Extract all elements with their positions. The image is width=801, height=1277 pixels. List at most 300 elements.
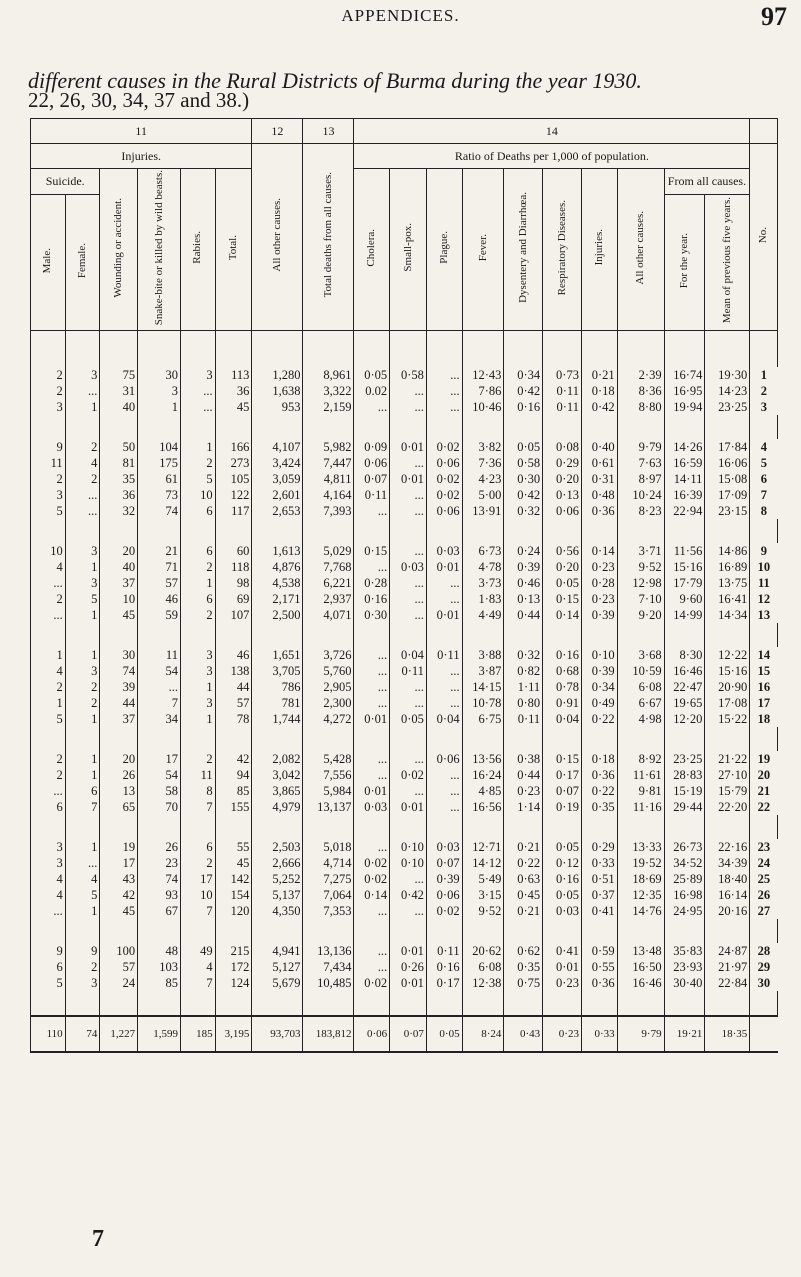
table-cell: 4,979 (252, 799, 303, 815)
table-cell: 0·28 (354, 575, 390, 591)
table-cell: 10 (100, 591, 138, 607)
table-cell: 9·52 (462, 903, 504, 919)
table-cell: 17 (100, 855, 138, 871)
table-cell: 3,726 (303, 647, 354, 663)
row-number: 20 (750, 767, 778, 783)
table-row (31, 943, 778, 959)
table-cell: 45 (100, 903, 138, 919)
group-spacer (31, 519, 778, 543)
ratio-group-header: Ratio of Deaths per 1,000 of population. (354, 144, 750, 169)
table-cell: 25·89 (664, 871, 705, 887)
table-cell: 13·48 (617, 943, 664, 959)
table-cell: 11 (31, 455, 66, 471)
table-cell: 58 (138, 783, 181, 799)
table-cell: 0·01 (390, 471, 427, 487)
table-cell: 20 (100, 751, 138, 767)
table-cell: 6 (180, 543, 215, 559)
table-cell: 0·05 (504, 439, 543, 455)
table-cell: 42 (215, 751, 252, 767)
table-cell: 0·10 (390, 855, 427, 871)
table-cell: 0·30 (504, 471, 543, 487)
table-cell: 0·16 (504, 399, 543, 415)
table-cell: 9 (65, 943, 100, 959)
table-cell: ... (426, 591, 462, 607)
table-cell: 0·45 (504, 887, 543, 903)
table-cell: ... (31, 903, 66, 919)
table-cell: 46 (138, 591, 181, 607)
table-cell: 0·01 (390, 799, 427, 815)
table-cell: 0·06 (543, 503, 582, 519)
col-number-blank (750, 119, 778, 144)
table-cell: 4 (65, 871, 100, 887)
table-cell: 6 (180, 839, 215, 855)
table-cell: 40 (100, 559, 138, 575)
table-cell: 0·32 (504, 647, 543, 663)
table-cell: 5,679 (252, 975, 303, 991)
table-cell: 0·10 (390, 839, 427, 855)
table-cell: 2 (65, 471, 100, 487)
table-row (31, 607, 778, 623)
table-cell: 31 (100, 383, 138, 399)
table-cell: 1 (65, 559, 100, 575)
table-cell: 4·23 (462, 471, 504, 487)
table-cell: 5,760 (303, 663, 354, 679)
table-cell: 3,322 (303, 383, 354, 399)
table-cell: 21·22 (705, 751, 750, 767)
table-cell: 1 (65, 647, 100, 663)
header-all-other-ratio: All other causes. (617, 169, 664, 331)
table-cell: 6·08 (462, 959, 504, 975)
table-row (31, 855, 778, 871)
table-cell: 1 (65, 607, 100, 623)
table-cell: 6·73 (462, 543, 504, 559)
table-cell: 34·52 (664, 855, 705, 871)
table-cell: 0·06 (426, 887, 462, 903)
table-cell: 7,064 (303, 887, 354, 903)
table-cell: 0·18 (581, 751, 617, 767)
table-cell: 5,252 (252, 871, 303, 887)
table-cell: ... (354, 647, 390, 663)
table-cell: 17 (180, 871, 215, 887)
table-cell: 18·40 (705, 871, 750, 887)
table-cell: 85 (215, 783, 252, 799)
table-cell: ... (65, 855, 100, 871)
table-cell: 45 (215, 399, 252, 415)
table-cell: 0·23 (504, 783, 543, 799)
table-cell: 44 (215, 679, 252, 695)
table-cell: 4·85 (462, 783, 504, 799)
table-cell: 0·78 (543, 679, 582, 695)
table-row (31, 783, 778, 799)
table-cell: 104 (138, 439, 181, 455)
table-row (31, 455, 778, 471)
table-cell: 0·05 (543, 575, 582, 591)
table-cell: 0·34 (504, 367, 543, 383)
table-cell: 6 (31, 799, 66, 815)
table-cell: 93,703 (252, 1016, 303, 1052)
table-cell: 9·52 (617, 559, 664, 575)
table-row (31, 839, 778, 855)
table-cell: 7·86 (462, 383, 504, 399)
row-number: 27 (750, 903, 778, 919)
table-cell: 6·67 (617, 695, 664, 711)
table-cell: 0·16 (543, 871, 582, 887)
table-cell: 14·99 (664, 607, 705, 623)
table-cell: 1 (180, 575, 215, 591)
table-body (31, 331, 778, 1053)
table-cell: 0·01 (390, 439, 427, 455)
table-cell: 0·21 (504, 903, 543, 919)
table-cell: 4 (31, 871, 66, 887)
table-cell: 0·23 (543, 1016, 582, 1052)
table-cell: 3 (65, 367, 100, 383)
table-cell: 17·84 (705, 439, 750, 455)
table-cell: 14·26 (664, 439, 705, 455)
table-cell: 0·15 (354, 543, 390, 559)
table-cell: 9·60 (664, 591, 705, 607)
table-cell: 124 (215, 975, 252, 991)
table-cell: 0·34 (581, 679, 617, 695)
table-cell: 94 (215, 767, 252, 783)
table-cell: ... (390, 903, 427, 919)
table-cell: 70 (138, 799, 181, 815)
table-cell: 3,195 (215, 1016, 252, 1052)
table-cell: 0·12 (543, 855, 582, 871)
table-cell: 107 (215, 607, 252, 623)
table-caption: different causes in the Rural Districts of Burma during the year 1930. (28, 68, 642, 93)
table-cell: 2 (65, 439, 100, 455)
table-cell: 21 (138, 543, 181, 559)
table-cell: ... (390, 487, 427, 503)
table-cell: 2 (31, 751, 66, 767)
table-cell: 5,127 (252, 959, 303, 975)
table-cell: ... (354, 959, 390, 975)
table-cell: 54 (138, 663, 181, 679)
table-cell: ... (138, 679, 181, 695)
table-cell: 4 (180, 959, 215, 975)
table-cell: ... (390, 575, 427, 591)
header-cholera: Cholera. (354, 169, 390, 331)
col-number-13: 13 (303, 119, 354, 144)
table-cell: 16·24 (462, 767, 504, 783)
row-number: 11 (750, 575, 778, 591)
col-number-14: 14 (354, 119, 750, 144)
table-cell: 5,029 (303, 543, 354, 559)
table-cell: 19·30 (705, 367, 750, 383)
table-cell: 6·08 (617, 679, 664, 695)
table-cell: 0·01 (354, 711, 390, 727)
table-cell: 16·98 (664, 887, 705, 903)
table-cell: 0·23 (581, 559, 617, 575)
table-cell: 16·39 (664, 487, 705, 503)
header-mean-five-years: Mean of previous five years. (705, 194, 750, 331)
table-cell: 183,812 (303, 1016, 354, 1052)
table-cell: ... (390, 503, 427, 519)
table-cell: 16·59 (664, 455, 705, 471)
table-cell: 3·88 (462, 647, 504, 663)
table-cell: ... (65, 503, 100, 519)
table-cell: 215 (215, 943, 252, 959)
table-cell: ... (65, 487, 100, 503)
table-cell: 0·01 (390, 943, 427, 959)
table-cell: ... (354, 695, 390, 711)
table-cell: 0·15 (543, 591, 582, 607)
table-cell: 7·36 (462, 455, 504, 471)
table-cell: 7,353 (303, 903, 354, 919)
table-cell: 12·35 (617, 887, 664, 903)
table-cell: 0·14 (354, 887, 390, 903)
table-cell: 0·30 (354, 607, 390, 623)
table-cell: 1,638 (252, 383, 303, 399)
row-number: 4 (750, 439, 778, 455)
table-cell: 953 (252, 399, 303, 415)
table-cell: ... (354, 903, 390, 919)
table-cell: ... (354, 399, 390, 415)
table-cell: 3 (180, 663, 215, 679)
table-cell: 7,768 (303, 559, 354, 575)
table-cell: 9·79 (617, 1016, 664, 1052)
table-cell: 3·73 (462, 575, 504, 591)
table-cell: 3 (31, 855, 66, 871)
table-cell: 4,714 (303, 855, 354, 871)
table-cell: 2 (31, 367, 66, 383)
table-cell: ... (426, 399, 462, 415)
table-cell: 0·01 (426, 559, 462, 575)
table-cell: 2,653 (252, 503, 303, 519)
table-cell: 15·79 (705, 783, 750, 799)
row-number: 22 (750, 799, 778, 815)
table-cell: 0·42 (504, 383, 543, 399)
table-cell: ... (354, 559, 390, 575)
row-number: 19 (750, 751, 778, 767)
table-row (31, 695, 778, 711)
table-row (31, 975, 778, 991)
table-cell: 30·40 (664, 975, 705, 991)
table-cell: 15·08 (705, 471, 750, 487)
header-plague: Plague. (426, 169, 462, 331)
table-cell: 12·20 (664, 711, 705, 727)
table-cell: 8·23 (617, 503, 664, 519)
table-cell: 7·63 (617, 455, 664, 471)
table-cell: 55 (215, 839, 252, 855)
table-cell: 16·06 (705, 455, 750, 471)
table-cell: 1,651 (252, 647, 303, 663)
table-cell: 17·09 (705, 487, 750, 503)
table-cell: 0·02 (426, 487, 462, 503)
table-cell: 4 (31, 887, 66, 903)
table-row (31, 959, 778, 975)
table-cell: 0·01 (426, 607, 462, 623)
table-cell: 9 (31, 943, 66, 959)
table-cell: 5 (65, 887, 100, 903)
table-row (31, 383, 778, 399)
table-cell: 185 (180, 1016, 215, 1052)
table-cell: 22·94 (664, 503, 705, 519)
table-cell: 0·14 (543, 607, 582, 623)
row-number: 28 (750, 943, 778, 959)
table-cell: 6 (65, 783, 100, 799)
row-number: 14 (750, 647, 778, 663)
table-cell: ... (180, 399, 215, 415)
table-cell: 1,227 (100, 1016, 138, 1052)
header-female: Female. (65, 194, 100, 331)
table-row (31, 679, 778, 695)
table-cell: 0·39 (581, 663, 617, 679)
table-cell: 1,613 (252, 543, 303, 559)
header-fever: Fever. (462, 169, 504, 331)
table-row (31, 887, 778, 903)
table-cell: 3·71 (617, 543, 664, 559)
table-cell: 4·98 (617, 711, 664, 727)
table-cell: 0·16 (543, 647, 582, 663)
table-cell: 0·11 (354, 487, 390, 503)
table-cell: 7,434 (303, 959, 354, 975)
table-cell: 0·59 (581, 943, 617, 959)
table-cell: 50 (100, 439, 138, 455)
table-cell: 0·05 (354, 367, 390, 383)
group-spacer (31, 991, 778, 1016)
table-cell: 74 (138, 503, 181, 519)
table-cell: 0·22 (581, 711, 617, 727)
table-cell: 7,275 (303, 871, 354, 887)
table-cell: 10·46 (462, 399, 504, 415)
table-cell: 0·01 (354, 783, 390, 799)
table-cell: 0·31 (581, 471, 617, 487)
table-cell: 3,042 (252, 767, 303, 783)
table-row (31, 647, 778, 663)
row-number: 26 (750, 887, 778, 903)
table-cell: 74 (65, 1016, 100, 1052)
table-cell: 7·10 (617, 591, 664, 607)
table-cell: 0·75 (504, 975, 543, 991)
table-cell: 2,503 (252, 839, 303, 855)
table-cell: 60 (215, 543, 252, 559)
table-cell: 2 (65, 959, 100, 975)
table-cell: 0·04 (543, 711, 582, 727)
table-cell: 3,424 (252, 455, 303, 471)
table-cell: 3·68 (617, 647, 664, 663)
row-number: 13 (750, 607, 778, 623)
table-cell: 24·87 (705, 943, 750, 959)
table-cell: 0·42 (390, 887, 427, 903)
table-cell: 1 (65, 767, 100, 783)
table-cell: 15·22 (705, 711, 750, 727)
table-cell: 0.02 (354, 383, 390, 399)
table-cell: 1·83 (462, 591, 504, 607)
table-cell: 0·62 (504, 943, 543, 959)
table-cell: 3 (31, 839, 66, 855)
table-cell: 6,221 (303, 575, 354, 591)
table-cell: 0·02 (426, 903, 462, 919)
table-cell: 14·23 (705, 383, 750, 399)
table-cell: 9 (31, 439, 66, 455)
table-cell: 175 (138, 455, 181, 471)
table-cell: ... (354, 839, 390, 855)
table-cell: 73 (138, 487, 181, 503)
table-cell: 0·04 (426, 711, 462, 727)
table-cell: 22·16 (705, 839, 750, 855)
totals-row (31, 1016, 778, 1052)
table-cell: ... (390, 455, 427, 471)
table-cell: 0·07 (543, 783, 582, 799)
table-cell: 57 (138, 575, 181, 591)
row-number: 10 (750, 559, 778, 575)
table-cell: 28·83 (664, 767, 705, 783)
table-cell: 2 (65, 695, 100, 711)
row-number: 25 (750, 871, 778, 887)
table-cell: 0·44 (504, 607, 543, 623)
table-cell: ... (65, 383, 100, 399)
row-number (750, 1016, 778, 1052)
table-cell: 0·04 (390, 647, 427, 663)
table-cell: 0·02 (426, 439, 462, 455)
table-cell: 0·11 (543, 399, 582, 415)
table-cell: 0·16 (426, 959, 462, 975)
table-cell: 0·58 (504, 455, 543, 471)
table-cell: ... (426, 783, 462, 799)
header-no: No. (750, 144, 778, 331)
row-number: 15 (750, 663, 778, 679)
table-cell: ... (354, 679, 390, 695)
mortality-table (30, 118, 778, 1053)
table-cell: 2,601 (252, 487, 303, 503)
table-cell: 24·95 (664, 903, 705, 919)
table-cell: 6 (31, 959, 66, 975)
table-cell: 0·05 (543, 887, 582, 903)
table-cell: 35·83 (664, 943, 705, 959)
table-cell: 36 (215, 383, 252, 399)
table-cell: 0·80 (504, 695, 543, 711)
table-cell: ... (426, 695, 462, 711)
table-cell: 4·78 (462, 559, 504, 575)
table-cell: 46 (215, 647, 252, 663)
table-cell: 34·39 (705, 855, 750, 871)
table-cell: 15·16 (664, 559, 705, 575)
table-cell: 8·92 (617, 751, 664, 767)
table-cell: 0·41 (581, 903, 617, 919)
table-cell: 0·17 (543, 767, 582, 783)
table-cell: 48 (138, 943, 181, 959)
table-cell: 0·20 (543, 471, 582, 487)
table-cell: 118 (215, 559, 252, 575)
table-cell: 4,071 (303, 607, 354, 623)
table-cell: 1 (180, 439, 215, 455)
table-cell: 49 (180, 943, 215, 959)
table-cell: 57 (215, 695, 252, 711)
table-cell: 65 (100, 799, 138, 815)
table-cell: 3 (180, 695, 215, 711)
row-number: 8 (750, 503, 778, 519)
table-cell: 0·36 (581, 975, 617, 991)
table-cell: 61 (138, 471, 181, 487)
table-cell: 0·20 (543, 559, 582, 575)
table-cell: 154 (215, 887, 252, 903)
table-cell: 0·44 (504, 767, 543, 783)
table-cell: 10·59 (617, 663, 664, 679)
table-cell: 16·89 (705, 559, 750, 575)
table-cell: 0·05 (390, 711, 427, 727)
table-cell: 2 (180, 855, 215, 871)
table-cell: 3 (31, 399, 66, 415)
table-cell: 19·65 (664, 695, 705, 711)
table-cell: 12·98 (617, 575, 664, 591)
table-cell: 0·43 (504, 1016, 543, 1052)
table-row (31, 487, 778, 503)
table-cell: 0·58 (390, 367, 427, 383)
table-cell: 1 (31, 695, 66, 711)
table-cell: 11 (180, 767, 215, 783)
table-cell: 0·41 (543, 943, 582, 959)
